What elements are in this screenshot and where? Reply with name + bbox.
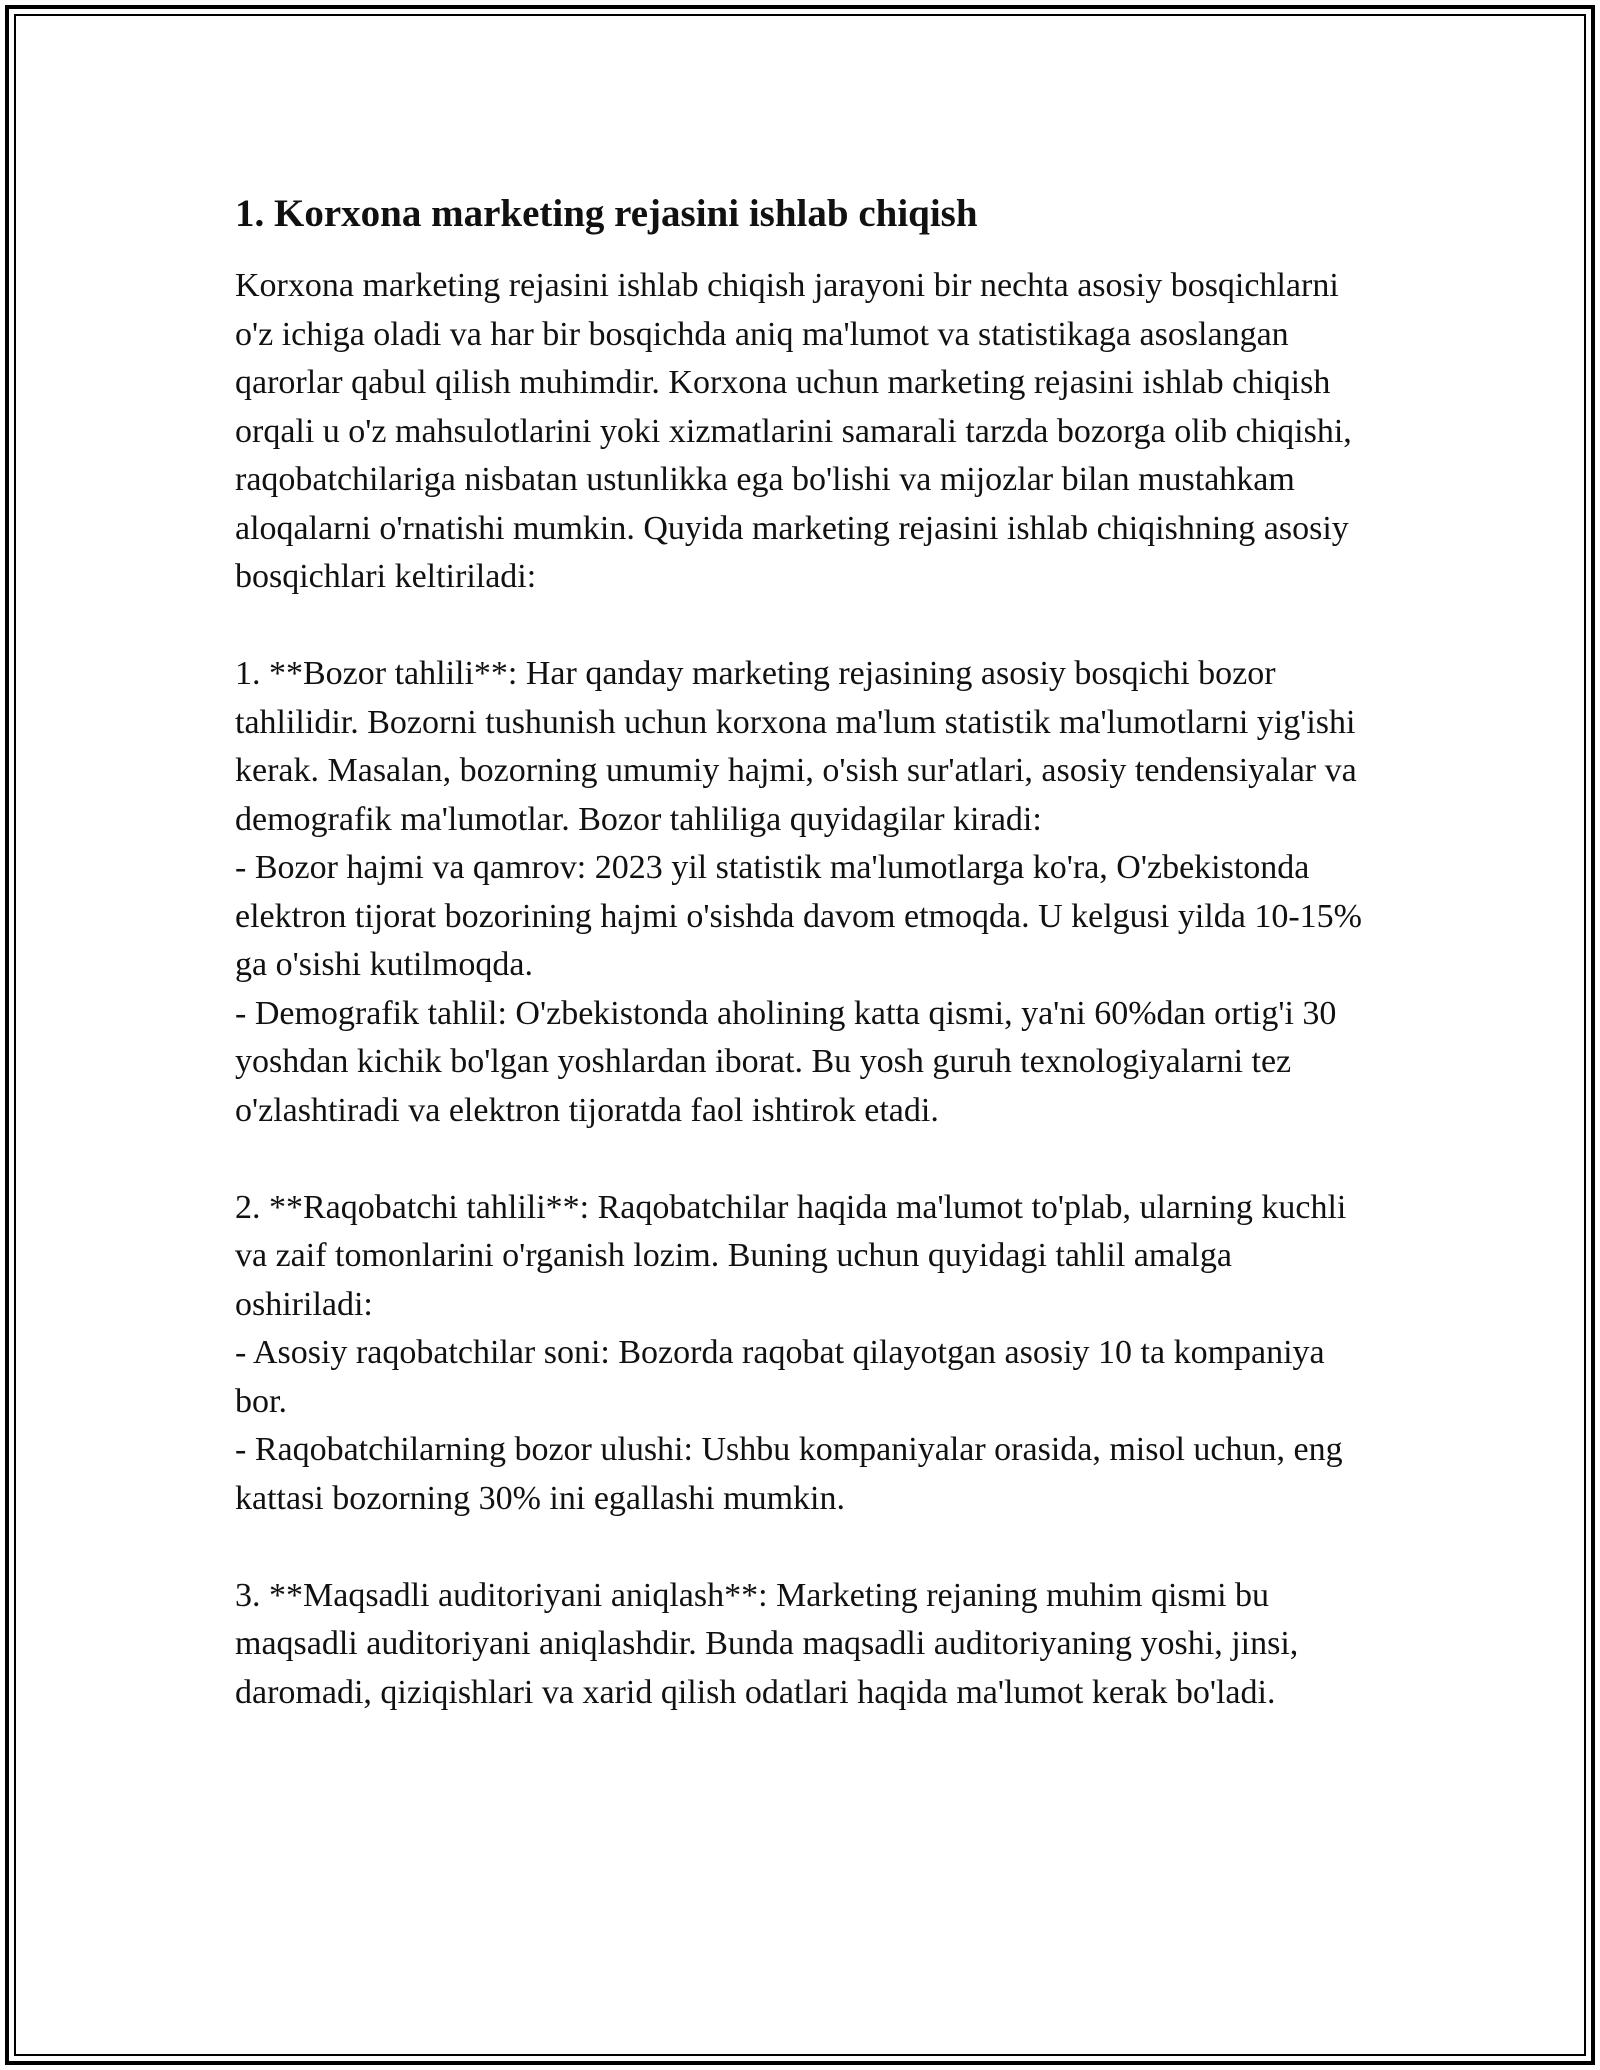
section-target-audience: 3. **Maqsadli auditoriyani aniqlash**: Marketing rejaning muhim qismi bu maqsadli auditoriyani aniqlashdir. Bunda maqsadli auditoriyaning yoshi, jinsi, daromadi, qiziqishlari va xarid qilish odatlari haqida ma'lumot kerak bo'ladi. xyxy=(235,1576,1299,1711)
document-body xyxy=(235,188,1365,1717)
intro-paragraph: Korxona marketing rejasini ishlab chiqish jarayoni bir nechta asosiy bosqichlarni o'z ichiga oladi va har bir bosqichda aniq ma'lumot va statistikaga asoslangan qarorlar qabul qilish muhimdir. Korxona uchun marketing rejasini ishlab chiqish orqali u o'z mahsulotlarini yoki xizmatlarini samarali tarzda bozorga olib chiqishi, raqobatchilariga nisbatan ustunlikka ega bo'lishi va mijozlar bilan mustahkam aloqalarni o'rnatishi mumkin. Quyida marketing rejasini ishlab chiqishning asosiy bosqichlari keltiriladi: xyxy=(235,267,1352,595)
section-market-analysis: 1. **Bozor tahlili**: Har qanday marketing rejasining asosiy bosqichi bozor tahlilidir. Bozorni tushunish uchun korxona ma'lum statistik ma'lumotlarni yig'ishi kerak. Masalan, bozorning umumiy hajmi, o'sish sur'atlari, asosiy tendensiyalar va demografik ma'lumotlar. Bozor tahliliga quyidagilar kiradi: - Bozor hajmi va qamrov: 2023 yil statistik ma'lumotlarga ko'ra, O'zbekistonda elektron tijorat bozorining hajmi o'sishda davom etmoqda. U kelgusi yilda 10-15% ga o'sishi kutilmoqda. - Demografik tahlil: O'zbekistonda aholining katta qismi, ya'ni 60%dan ortig'i 30 yoshdan kichik bo'lgan yoshlardan iborat. Bu yosh guruh texnologiyalarni tez o'zlashtiradi va elektron tijoratda faol ishtirok etadi. xyxy=(235,655,1362,1129)
document-title: 1. Korxona marketing rejasini ishlab chiqish xyxy=(235,192,978,235)
section-competitor-analysis: 2. **Raqobatchi tahlili**: Raqobatchilar haqida ma'lumot to'plab, ularning kuchli va zaif tomonlarini o'rganish lozim. Buning uchun quyidagi tahlil amalga oshiriladi: - Asosiy raqobatchilar soni: Bozorda raqobat qilayotgan asosiy 10 ta kompaniya bor. - Raqobatchilarning bozor ulushi: Ushbu kompaniyalar orasida, misol uchun, eng kattasi bozorning 30% ini egallashi mumkin. xyxy=(235,1188,1347,1517)
